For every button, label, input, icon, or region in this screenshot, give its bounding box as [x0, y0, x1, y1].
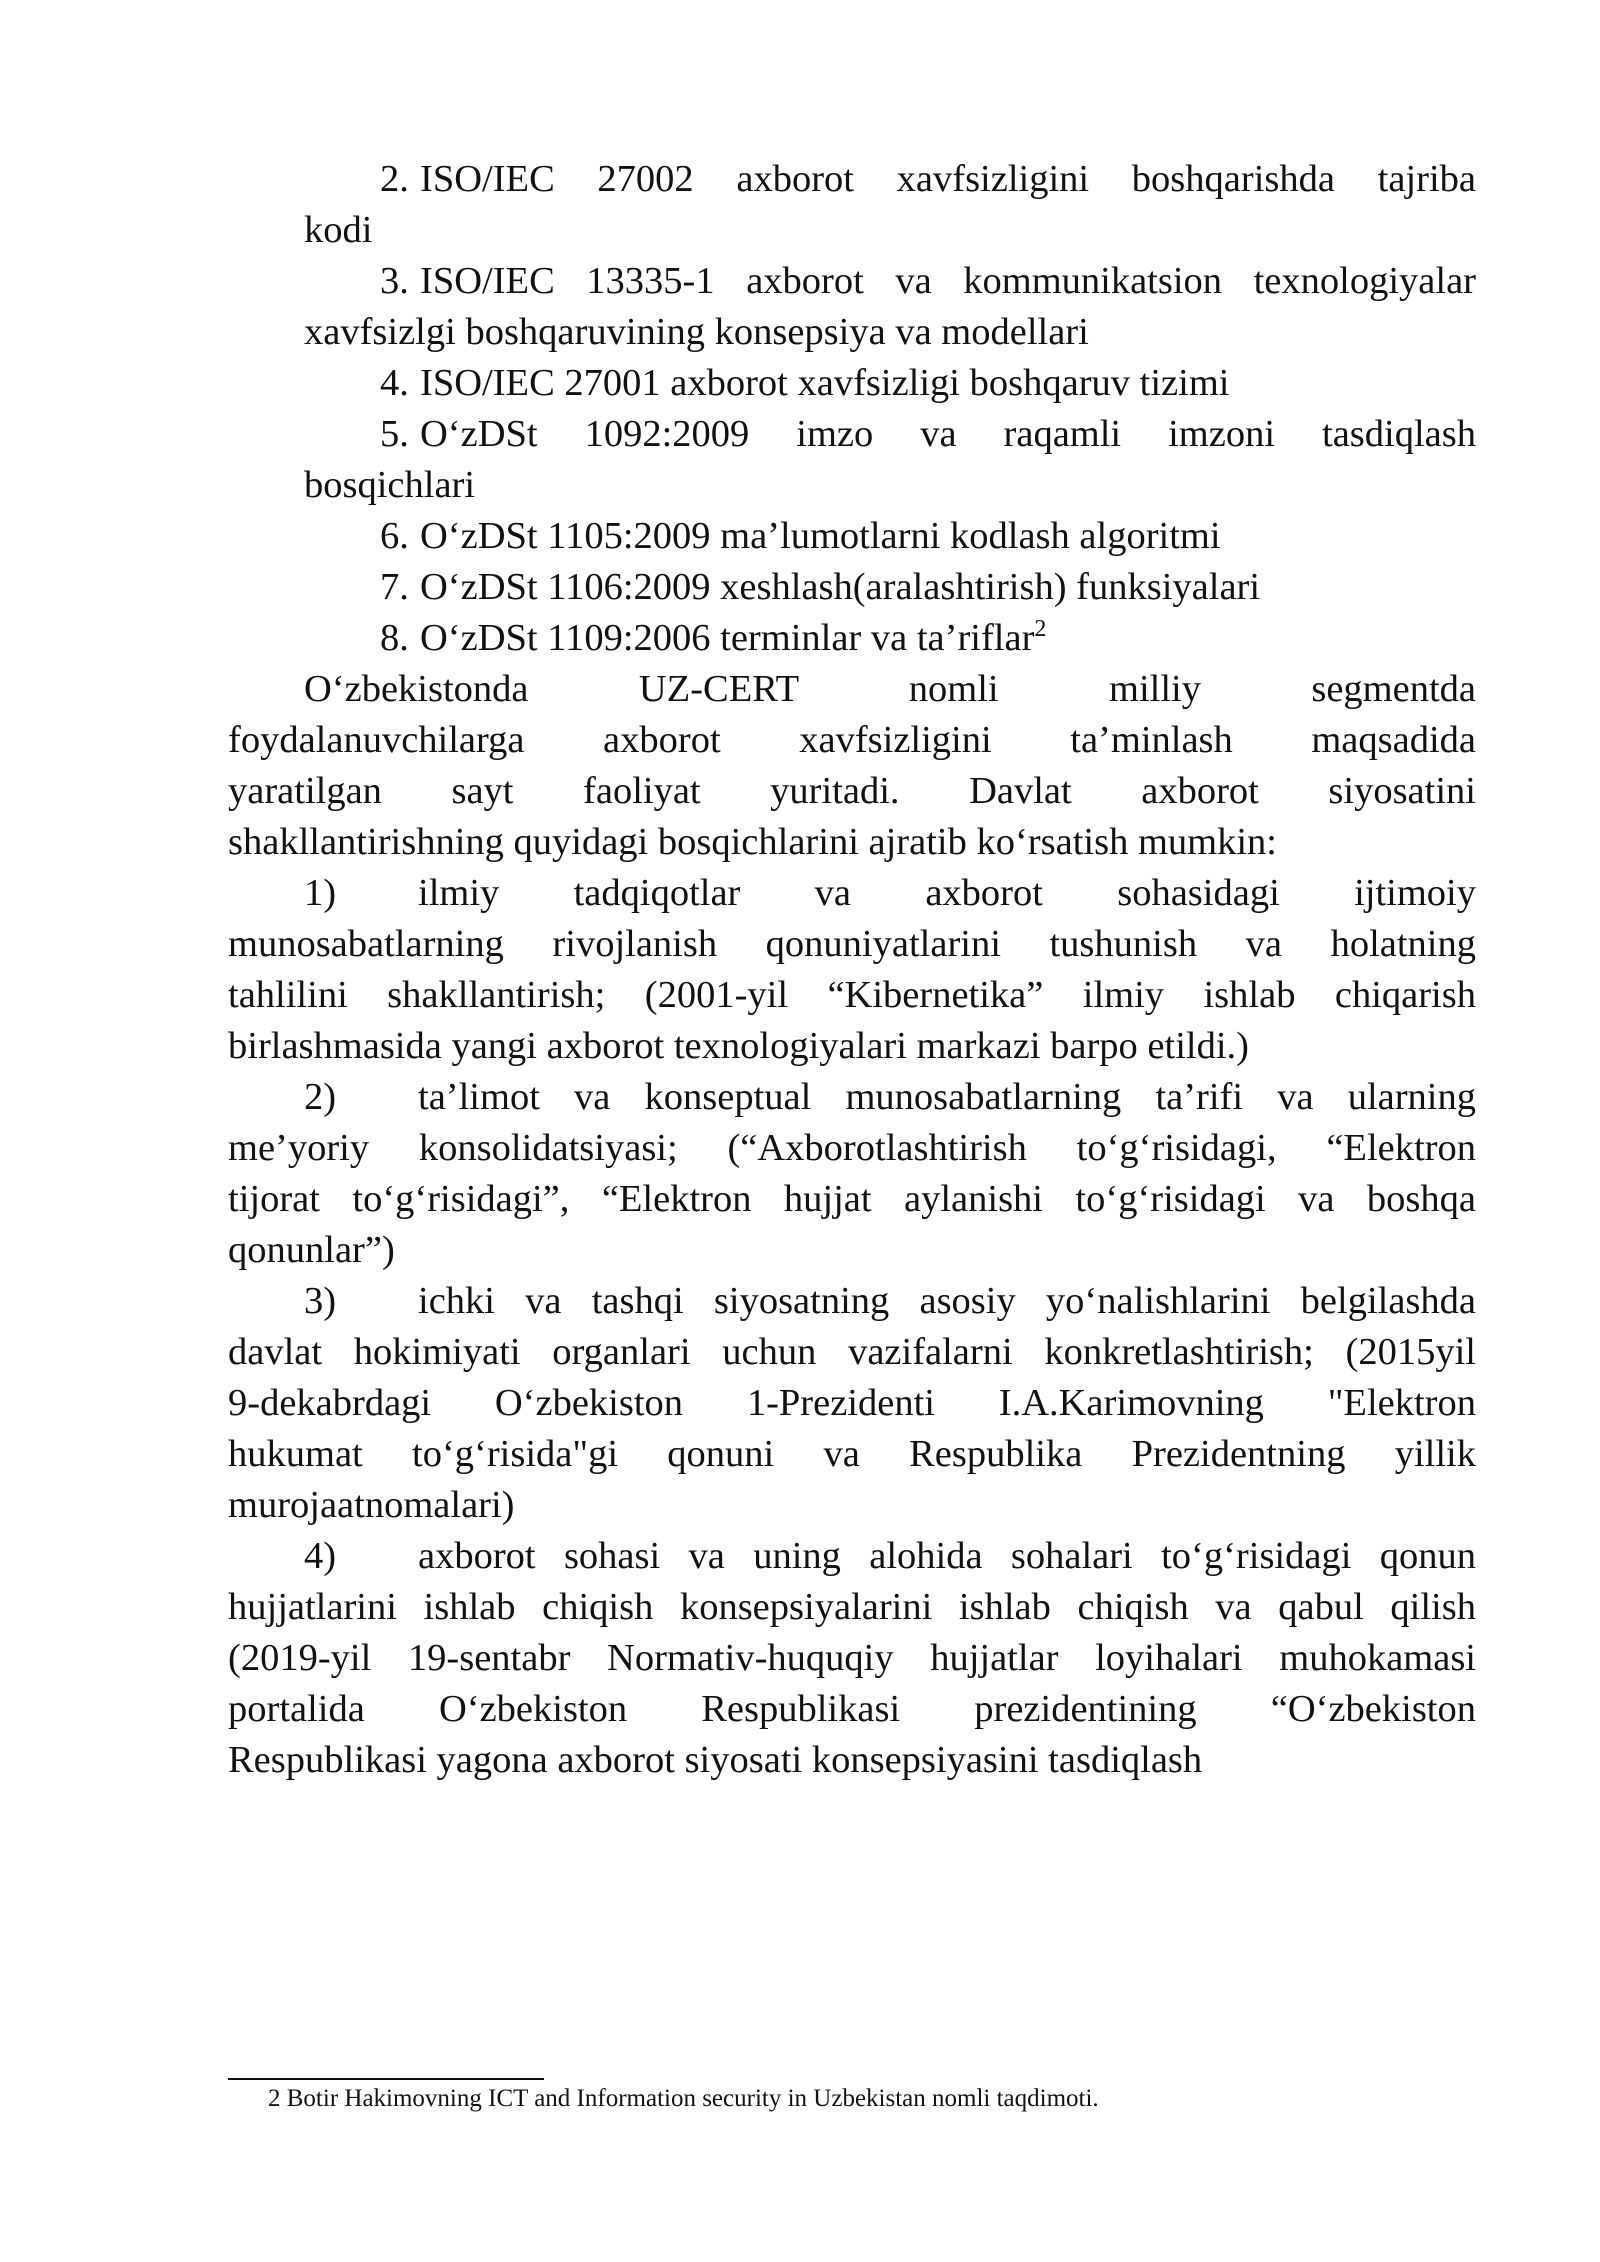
list-item-text: ISO/IEC 27002 axborot xavfsizligini boshqarishda tajriba — [420, 158, 1476, 200]
list-item-number: 2. — [380, 158, 409, 200]
stage-line: birlashmasida yangi axborot texnologiyalari markazi barpo etildi.) — [228, 1025, 1250, 1067]
stage-first-line — [304, 1531, 1476, 1582]
stage-text: ilmiy tadqiqotlar va axborot sohasidagi ijtimoiy — [418, 872, 1476, 914]
stage-text: axborot sohasi va uning alohida sohalari to‘g‘risidagi qonun — [418, 1535, 1476, 1577]
stage-number: 3) — [304, 1280, 337, 1322]
list-item — [380, 511, 1221, 562]
paragraph-line: foydalanuvchilarga axborot xavfsizligini ta’minlash maqsadida — [228, 719, 1476, 761]
stage-first-line — [304, 868, 1476, 919]
list-item — [380, 358, 1229, 409]
stage-line: tijorat to‘g‘risidagi”, “Elektron hujjat aylanishi to‘g‘risidagi va boshqa — [228, 1178, 1476, 1220]
list-item-text: O‘zDSt 1109:2006 terminlar va ta’riflar — [420, 617, 1035, 659]
stage-line: davlat hokimiyati organlari uchun vazifalarni konkretlashtirish; (2015yil — [228, 1331, 1476, 1373]
stage-line: qonunlar”) — [228, 1229, 395, 1271]
footnote: 2 Botir Hakimovning ICT and Information security in Uzbekistan nomli taqdimoti. — [268, 2085, 1099, 2112]
list-item — [380, 613, 1046, 664]
list-item — [380, 256, 1476, 307]
stage-line: (2019-yil 19-sentabr Normativ-huquqiy hujjatlar loyihalari muhokamasi — [228, 1637, 1476, 1679]
list-item-number: 8. — [380, 617, 409, 659]
stage-line: 9-dekabrdagi O‘zbekiston 1-Prezidenti I.A.Karimovning "Elektron — [228, 1382, 1476, 1424]
footnote-reference: 2 — [1034, 616, 1047, 643]
list-item — [380, 562, 1260, 613]
list-item-continuation: kodi — [304, 209, 373, 251]
stage-first-line — [304, 1072, 1476, 1123]
list-item-text: O‘zDSt 1105:2009 ma’lumotlarni kodlash algoritmi — [420, 515, 1221, 557]
stage-number: 4) — [304, 1535, 337, 1577]
stage-line: tahlilini shakllantirish; (2001-yil “Kibernetika” ilmiy ishlab chiqarish — [228, 974, 1476, 1016]
stage-number: 1) — [304, 872, 337, 914]
list-item-number: 3. — [380, 260, 409, 302]
stage-first-line — [304, 1276, 1476, 1327]
list-item — [380, 409, 1476, 460]
list-item-number: 7. — [380, 566, 409, 608]
footnote-separator — [228, 2078, 544, 2080]
paragraph-line: shakllantirishning quyidagi bosqichlarini ajratib ko‘rsatish mumkin: — [228, 821, 1277, 863]
stage-number: 2) — [304, 1076, 337, 1118]
list-item-text: ISO/IEC 13335-1 axborot va kommunikatsion texnologiyalar — [420, 260, 1476, 302]
stage-line: hujjatlarini ishlab chiqish konsepsiyalarini ishlab chiqish va qabul qilish — [228, 1586, 1476, 1628]
list-item-text: ISO/IEC 27001 axborot xavfsizligi boshqaruv tizimi — [420, 362, 1230, 404]
list-item — [380, 154, 1476, 205]
list-item-number: 4. — [380, 362, 409, 404]
stage-line: hukumat to‘g‘risida"gi qonuni va Respublika Prezidentning yillik — [228, 1433, 1476, 1475]
list-item-text: O‘zDSt 1106:2009 xeshlash(aralashtirish) funksiyalari — [420, 566, 1261, 608]
list-item-number: 5. — [380, 413, 409, 455]
stage-line: munosabatlarning rivojlanish qonuniyatlarini tushunish va holatning — [228, 923, 1476, 965]
stage-text: ta’limot va konseptual munosabatlarning ta’rifi va ularning — [418, 1076, 1476, 1118]
list-item-continuation: bosqichlari — [304, 464, 476, 506]
list-item-continuation: xavfsizlgi boshqaruvining konsepsiya va modellari — [304, 311, 1089, 353]
paragraph-line: O‘zbekistonda UZ-CERT nomli milliy segmentda — [304, 668, 1476, 710]
paragraph-line: yaratilgan sayt faoliyat yuritadi. Davlat axborot siyosatini — [228, 770, 1476, 812]
list-item-text: O‘zDSt 1092:2009 imzo va raqamli imzoni tasdiqlash — [420, 413, 1476, 455]
stage-text: ichki va tashqi siyosatning asosiy yo‘nalishlarini belgilashda — [418, 1280, 1476, 1322]
stage-line: portalida O‘zbekiston Respublikasi prezidentining “O‘zbekiston — [228, 1688, 1476, 1730]
stage-line: Respublikasi yagona axborot siyosati konsepsiyasini tasdiqlash — [228, 1739, 1203, 1781]
stage-line: me’yoriy konsolidatsiyasi; (“Axborotlashtirish to‘g‘risidagi, “Elektron — [228, 1127, 1476, 1169]
list-item-number: 6. — [380, 515, 409, 557]
stage-line: murojaatnomalari) — [228, 1484, 515, 1526]
